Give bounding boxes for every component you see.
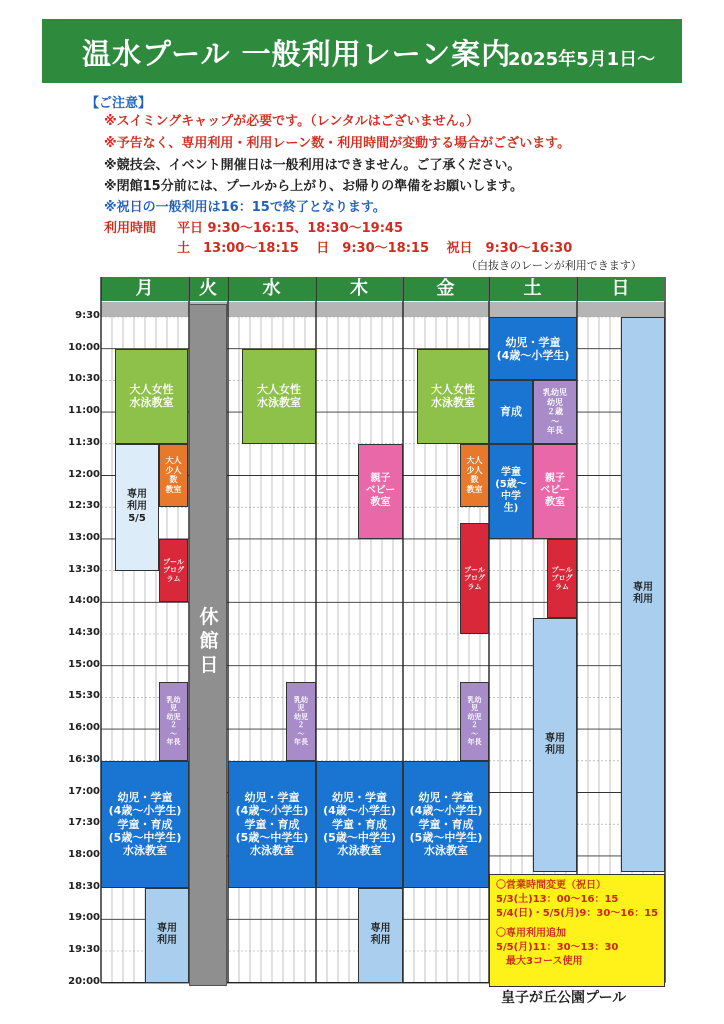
schedule-block-label: 乳幼児 幼児 ２歳 ～ 年長 bbox=[543, 388, 567, 436]
schedule-block-label: プール プログ ラム bbox=[551, 565, 573, 591]
schedule-block bbox=[228, 761, 316, 888]
schedule-block-label: 専用 利用 bbox=[370, 923, 391, 947]
schedule-block-label: 専用 利用 5/5 bbox=[127, 489, 147, 525]
time-label: 18:00 bbox=[68, 848, 100, 860]
schedule-block bbox=[460, 682, 489, 761]
day-header: 金 bbox=[403, 277, 489, 301]
notice-line: 最大3コース使用 bbox=[496, 956, 583, 967]
time-label: 13:00 bbox=[68, 531, 100, 543]
time-label: 9:30 bbox=[75, 310, 100, 321]
schedule-block-label: 学童 (5歳～ 中学 生) bbox=[495, 467, 527, 515]
schedule-block bbox=[159, 444, 188, 507]
time-label: 15:30 bbox=[68, 690, 100, 702]
time-label: 16:30 bbox=[68, 753, 100, 765]
schedule-block-label: プール プログ ラム bbox=[163, 558, 184, 583]
day-header: 土 bbox=[489, 277, 577, 301]
schedule-block-label: 幼児・学童 (4歳～小学生) 学童・育成 (5歳～中学生) 水泳教室 bbox=[108, 791, 182, 857]
schedule-block-label: 幼児・学童 (4歳～小学生) 学童・育成 (5歳～中学生) 水泳教室 bbox=[323, 791, 396, 857]
schedule-block-label: 親子 ベビー 教室 bbox=[365, 473, 396, 509]
closed-day-column bbox=[189, 304, 227, 986]
day-header: 木 bbox=[316, 277, 403, 301]
schedule-block-label: 乳幼 児 幼児 ２ ～ 年長 bbox=[294, 696, 308, 746]
day-header: 日 bbox=[577, 277, 665, 301]
time-label: 17:00 bbox=[68, 785, 100, 797]
schedule-block bbox=[460, 523, 489, 634]
schedule-block bbox=[489, 317, 577, 380]
time-label: 17:30 bbox=[68, 817, 100, 829]
schedule-block-label: 大人女性 水泳教室 bbox=[431, 383, 475, 410]
schedule-block bbox=[403, 761, 489, 888]
schedule-block-label: 乳幼 児 幼児 ２ ～ 年長 bbox=[467, 696, 482, 746]
schedule-block bbox=[115, 349, 188, 444]
time-label: 15:00 bbox=[68, 658, 100, 670]
schedule-block bbox=[242, 349, 316, 444]
facility-name: 皇子が丘公園プール bbox=[501, 990, 627, 1006]
schedule-block bbox=[286, 682, 316, 761]
time-label: 12:30 bbox=[68, 500, 100, 512]
schedule-block-label: 親子 ベビー 教室 bbox=[540, 473, 570, 509]
time-label: 18:30 bbox=[68, 880, 100, 892]
schedule-block bbox=[489, 380, 533, 443]
notice-line: 5/5(月)11：30～13：30 bbox=[496, 942, 619, 953]
schedule-block bbox=[159, 539, 188, 602]
schedule-block-label: 幼児・学童 (4歳～小学生) 学童・育成 (5歳～中学生) 水泳教室 bbox=[409, 791, 483, 857]
schedule-block bbox=[159, 682, 188, 761]
notice-line: 5/4(日)・5/5(月)9：30～16：15 bbox=[496, 908, 659, 919]
schedule-block bbox=[489, 444, 533, 539]
schedule-block bbox=[417, 349, 489, 444]
effective-date: 2025年5月1日～ bbox=[508, 49, 656, 70]
closed-day-label: 休 館 日 bbox=[199, 606, 219, 676]
schedule-block bbox=[101, 761, 189, 888]
schedule-block-label: 専用 利用 bbox=[633, 582, 653, 606]
schedule-block-label: 幼児・学童 (4歳～小学生) bbox=[496, 335, 570, 362]
note-4: ※閉館15分前には、プールから上がり、お帰りの準備をお願いします。 bbox=[104, 179, 524, 194]
time-label: 16:00 bbox=[68, 722, 100, 734]
time-label: 13:30 bbox=[68, 563, 100, 575]
schedule-block bbox=[115, 444, 159, 571]
schedule-block bbox=[621, 317, 665, 872]
time-label: 19:30 bbox=[68, 944, 100, 955]
schedule-block-label: プール プログ ラム bbox=[464, 565, 485, 591]
schedule-block-label: 幼児・学童 (4歳～小学生) 学童・育成 (5歳～中学生) 水泳教室 bbox=[235, 791, 309, 857]
hours-weekend: 土 13:00～18:15 日 9:30～18:15 祝日 9:30～16:30 bbox=[177, 241, 573, 256]
schedule-block bbox=[547, 539, 577, 618]
schedule-block-label: 大人 少人 数 教室 bbox=[165, 456, 182, 495]
schedule-block bbox=[460, 444, 489, 507]
page-title: 温水プール 一般利用レーン案内 bbox=[82, 37, 512, 71]
note-2: ※予告なく、専用利用・利用レーン数・利用時間が変動する場合がございます。 bbox=[104, 136, 571, 151]
time-label: 11:00 bbox=[68, 405, 100, 417]
time-label: 14:00 bbox=[68, 595, 100, 607]
schedule-block bbox=[533, 380, 577, 443]
schedule-block-label: 専用 利用 bbox=[157, 923, 177, 947]
schedule-block-label: 専用 利用 bbox=[545, 732, 565, 756]
time-label: 14:30 bbox=[68, 627, 100, 638]
schedule-block-label: 大人女性 水泳教室 bbox=[129, 383, 174, 410]
day-header: 水 bbox=[228, 277, 316, 301]
notice-line: 〇専用利用追加 bbox=[496, 928, 566, 939]
time-label: 20:00 bbox=[68, 975, 100, 987]
hours-weekday: 平日 9:30～16:15、18:30～19:45 bbox=[177, 221, 404, 236]
holiday-notice-box bbox=[489, 874, 665, 987]
schedule-block-label: 乳幼 児 幼児 ２ ～ 年長 bbox=[166, 696, 181, 746]
schedule-block bbox=[145, 888, 189, 983]
time-label: 10:00 bbox=[68, 341, 100, 353]
schedule-block-label: 育成 bbox=[500, 405, 522, 419]
notice-line: 5/3(土)13：00～16：15 bbox=[496, 894, 619, 905]
hours-note: （白抜きのレーンが利用できます） bbox=[466, 259, 642, 272]
note-3: ※競技会、イベント開催日は一般利用はできません。ご了承ください。 bbox=[104, 158, 521, 173]
note-1: ※スイミングキャップが必要です。（レンタルはございません。） bbox=[104, 114, 480, 129]
time-label: 12:00 bbox=[68, 468, 100, 480]
schedule-block bbox=[358, 888, 403, 983]
schedule-block-label: 大人 少人 数 教室 bbox=[466, 456, 483, 495]
notes-heading: 【ご注意】 bbox=[86, 96, 152, 111]
note-5: ※祝日の一般利用は16：15で終了となります。 bbox=[104, 200, 386, 215]
schedule-block bbox=[358, 444, 403, 539]
time-label: 10:30 bbox=[68, 373, 100, 385]
day-header: 火 bbox=[189, 277, 228, 301]
time-label: 19:00 bbox=[68, 912, 100, 924]
time-label: 11:30 bbox=[68, 436, 100, 448]
hours-label: 利用時間 bbox=[104, 221, 157, 236]
opening-band bbox=[101, 302, 665, 317]
schedule-block bbox=[316, 761, 403, 888]
day-header: 月 bbox=[101, 277, 189, 301]
schedule-block bbox=[533, 618, 577, 872]
schedule-block bbox=[533, 444, 577, 539]
notice-line: 〇営業時間変更（祝日） bbox=[496, 880, 606, 891]
schedule-block-label: 大人女性 水泳教室 bbox=[257, 383, 301, 410]
